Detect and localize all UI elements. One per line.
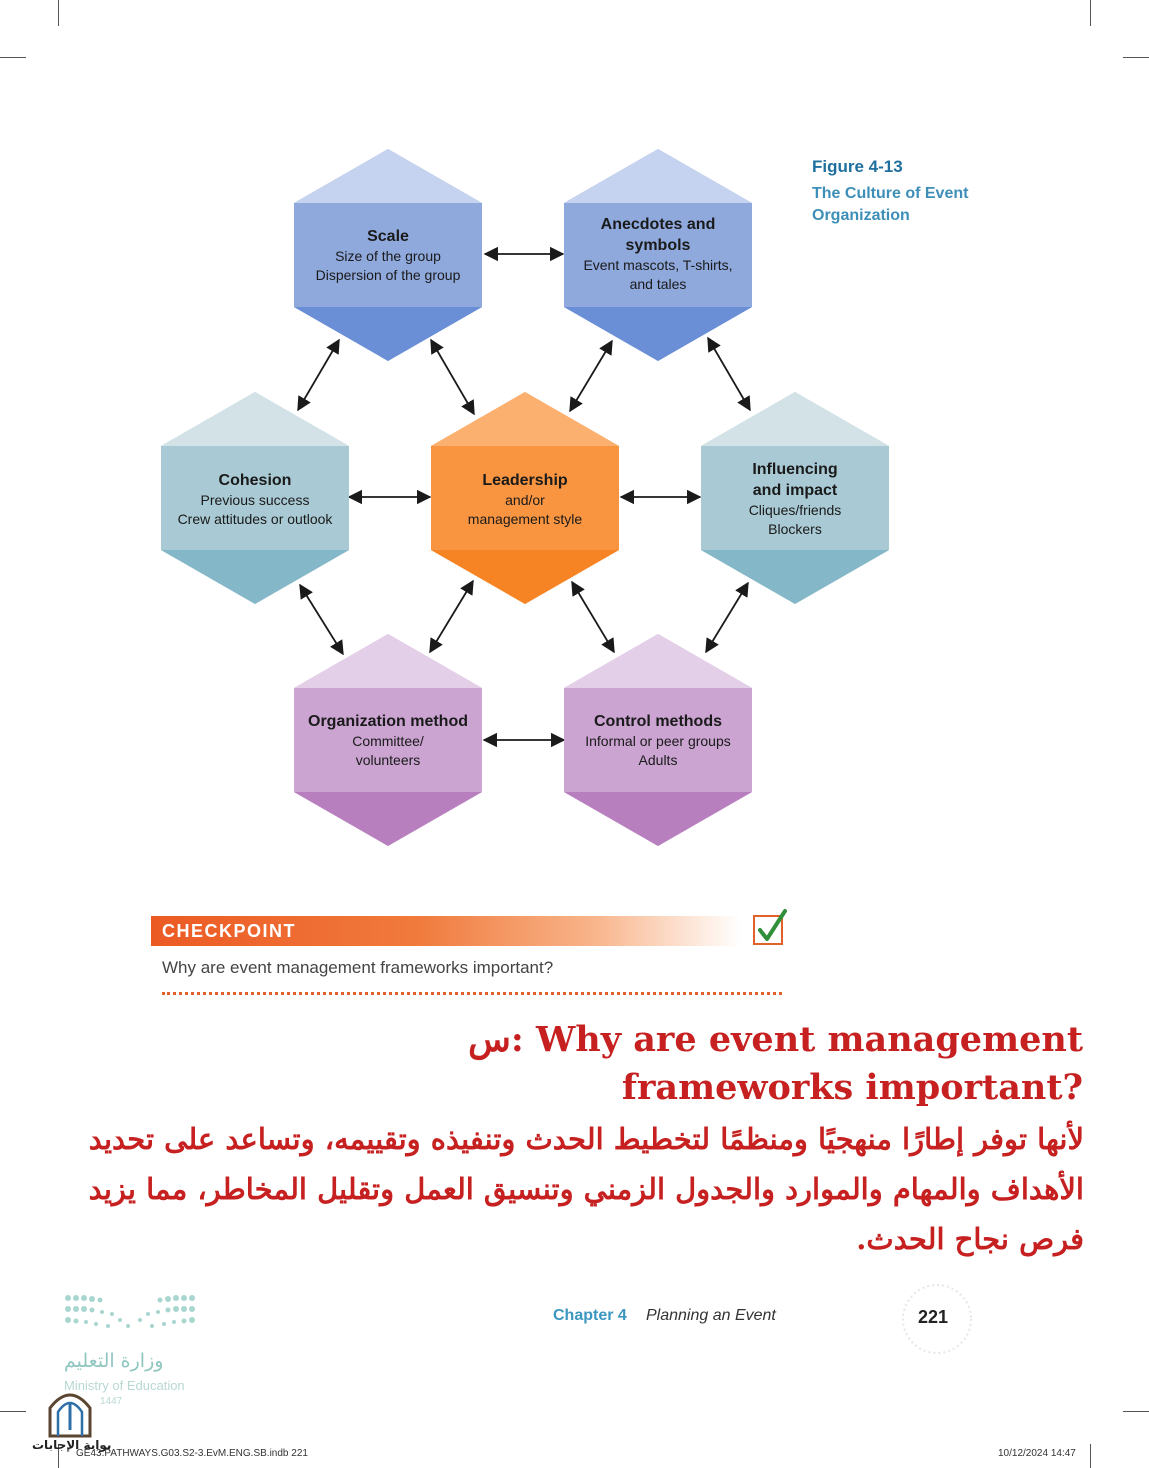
checkbox-checked-icon xyxy=(750,908,790,948)
print-slug-left: GE43.PATHWAYS.G03.S2-3.EvM.ENG.SB.indb 221 xyxy=(76,1448,308,1459)
connector-arrow xyxy=(431,340,474,414)
connector-arrow xyxy=(298,340,339,410)
node-anecdotes xyxy=(566,214,750,294)
connector-arrow xyxy=(706,583,748,652)
answer-text: لأنها توفر إطارًا منهجيًا ومنظمًا لتخطيط الحدث وتنفيذه وتقييمه، وتساعد على تحديد الأهداف والمهام والموارد والجدول الزمني وتنسيق العمل وتقليل المخاطر، مما يزيد فرص نجاح الحدث. xyxy=(88,1122,1084,1256)
crop-mark xyxy=(0,57,26,58)
node-line: Cliques/friends xyxy=(748,502,842,518)
node-title: Organization method xyxy=(308,713,468,730)
portal-logo-icon xyxy=(46,1386,94,1438)
figure-title: The Culture of Event Organization xyxy=(812,185,969,224)
node-line: and/or xyxy=(505,492,545,508)
node-line: and tales xyxy=(629,276,687,292)
crop-mark xyxy=(58,0,59,26)
crop-mark xyxy=(1123,57,1149,58)
crop-mark xyxy=(1090,0,1091,26)
node-line: Adults xyxy=(638,752,678,768)
answer-question: س: Why are event management frameworks important? xyxy=(468,1019,1083,1108)
node-title: Cohesion xyxy=(218,472,292,489)
node-line: Crew attitudes or outlook xyxy=(177,511,333,527)
node-line: Blockers xyxy=(768,521,822,537)
node-line: Committee/ xyxy=(352,733,424,749)
answer-dotted-line xyxy=(162,992,782,995)
node-title: Anecdotes and symbols xyxy=(600,216,716,254)
node-title: Scale xyxy=(367,228,409,245)
checkpoint-question: Why are event management frameworks important? xyxy=(162,958,554,977)
connector-arrow xyxy=(572,582,614,652)
node-line: Previous success xyxy=(200,492,310,508)
node-scale xyxy=(296,226,480,285)
node-line: management style xyxy=(467,511,583,527)
node-line: Size of the group xyxy=(335,248,441,264)
node-organization-method xyxy=(294,711,482,770)
node-line: volunteers xyxy=(355,752,421,768)
ministry-year: 1447 xyxy=(100,1396,123,1407)
node-line: Event mascots, T-shirts, xyxy=(583,257,733,273)
node-leadership xyxy=(433,470,617,529)
checkpoint-label: CHECKPOINT xyxy=(162,921,297,941)
node-line: Dispersion of the group xyxy=(315,267,461,283)
page-number: 221 xyxy=(918,1307,949,1327)
node-title: Control methods xyxy=(594,713,722,730)
node-line: Informal or peer groups xyxy=(585,733,731,749)
connector-arrow xyxy=(570,341,612,411)
crop-mark xyxy=(1123,1411,1149,1412)
node-cohesion xyxy=(161,470,349,529)
connector-arrow xyxy=(708,338,750,410)
node-title: Leadership xyxy=(482,472,568,489)
node-influencing xyxy=(703,459,887,539)
chapter-label: Chapter 4 xyxy=(553,1307,627,1324)
crop-mark xyxy=(1090,1444,1091,1468)
print-slug-right: 10/12/2024 14:47 xyxy=(998,1448,1076,1459)
ministry-logo-dots xyxy=(62,1290,202,1340)
ministry-name-en: Ministry of Education xyxy=(64,1378,185,1393)
chapter-title: Planning an Event xyxy=(646,1307,776,1324)
figure-number: Figure 4-13 xyxy=(812,157,903,176)
crop-mark xyxy=(0,1411,26,1412)
portal-watermark: بوابة الإجابات xyxy=(32,1438,112,1452)
connector-arrow xyxy=(430,581,473,652)
ministry-name-ar: وزارة التعليم xyxy=(64,1350,164,1372)
node-control-methods xyxy=(564,711,752,770)
node-title: Influencing and impact xyxy=(752,461,838,499)
connector-arrow xyxy=(300,585,343,654)
